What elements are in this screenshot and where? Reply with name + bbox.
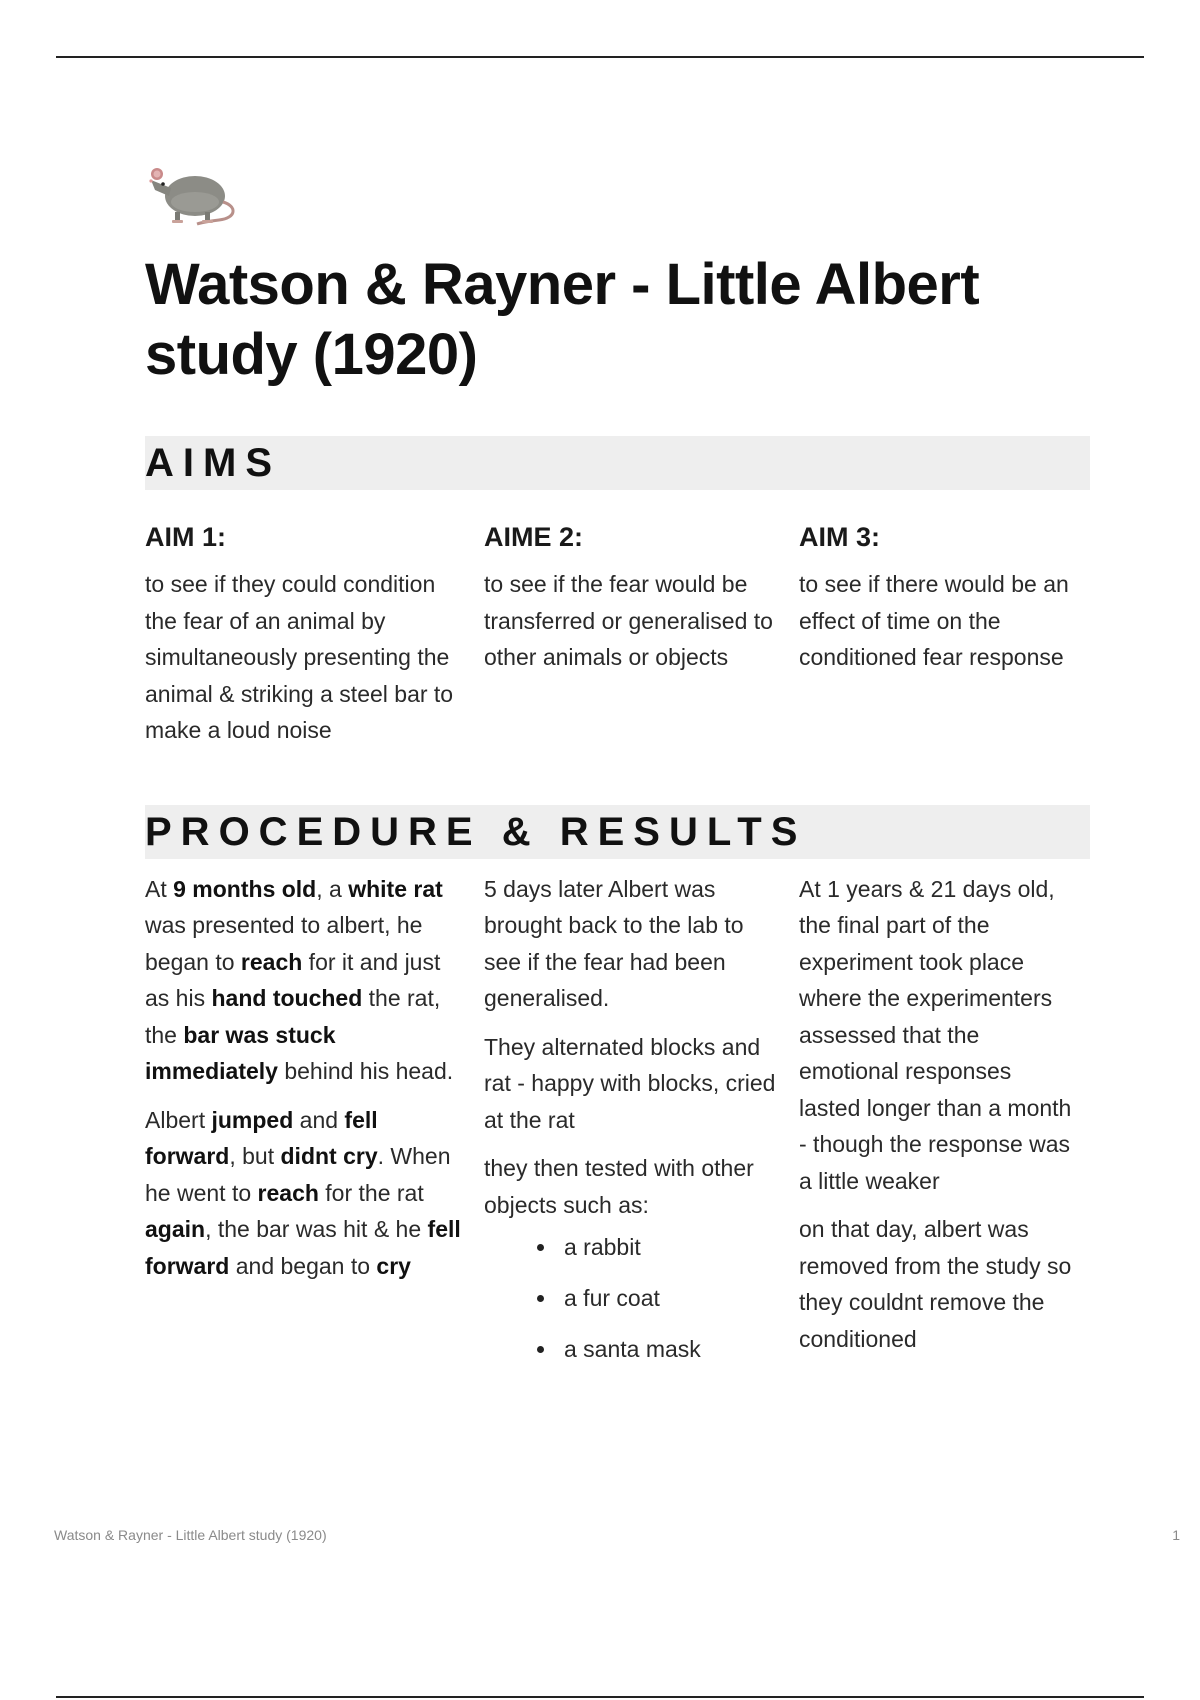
aims-columns xyxy=(145,490,1090,749)
list-item-text: a fur coat xyxy=(564,1285,660,1311)
bullet-dot xyxy=(537,1295,544,1302)
page-title-line-1: Watson & Rayner - Little Albert xyxy=(145,252,980,317)
procedure-col2-paragraph-2: They alternated blocks and rat - happy with blocks, cried at the rat xyxy=(484,1033,776,1133)
list-item-text: a santa mask xyxy=(564,1336,701,1362)
bold-text-run: hand touched xyxy=(211,985,363,1011)
rat-icon xyxy=(145,150,237,230)
aim-3-heading: AIM 3: xyxy=(799,522,880,552)
test-objects-list xyxy=(484,1233,799,1363)
aim-2-heading: AIME 2: xyxy=(484,522,584,552)
text-run: At xyxy=(145,875,174,902)
procedure-col1-paragraph-1 xyxy=(145,871,484,1090)
aim-1-text: to see if they could condition the fear of an animal by simultaneously presenting the animal & striking a steel bar to make a loud noise xyxy=(145,571,454,743)
text-run: , but xyxy=(229,1143,281,1169)
procedure-col2-paragraph-1: 5 days later Albert was brought back to the lab to see if the fear had been generalised. xyxy=(484,875,744,1011)
procedure-column-1 xyxy=(145,871,484,1387)
aim-2-column xyxy=(484,490,799,749)
bullet-dot xyxy=(537,1244,544,1251)
bold-text-run: reach xyxy=(240,948,303,975)
text-run: was presented to albert, he began to xyxy=(145,912,423,975)
text-run: and began to xyxy=(229,1252,377,1279)
top-rule xyxy=(56,56,1144,58)
procedure-col3-paragraph-1: At 1 years & 21 days old, the final part of the experiment took place where the experimenters assessed that the emotional responses lasted longer than a month - though the response was a little weaker xyxy=(799,875,1072,1194)
bold-text-run: again xyxy=(145,1216,206,1242)
bold-text-run: bar was stuck immediately xyxy=(145,1021,336,1084)
bold-text-run: 9 months old xyxy=(173,875,317,902)
list-item xyxy=(484,1284,799,1312)
bold-text-run: jumped xyxy=(211,1106,294,1133)
procedure-col3-paragraph-2: on that day, albert was removed from the study so they couldnt remove the conditioned xyxy=(799,1216,1072,1352)
bullet-dot xyxy=(537,1346,544,1353)
aims-section-header xyxy=(145,436,1090,490)
footer-title: Watson & Rayner - Little Albert study (1920) xyxy=(54,1527,327,1543)
aim-3-text: to see if there would be an effect of time on the conditioned fear response xyxy=(799,571,1069,670)
aims-heading: AIMS xyxy=(145,441,281,485)
procedure-col1-paragraph-2 xyxy=(145,1102,484,1285)
aim-3-column xyxy=(799,490,1090,749)
bold-text-run: fell forward xyxy=(145,1106,378,1169)
text-run: Albert xyxy=(145,1106,212,1133)
bold-text-run: reach xyxy=(257,1179,319,1206)
text-run: and xyxy=(293,1106,345,1133)
page-title xyxy=(145,250,1090,390)
procedure-columns xyxy=(145,871,1090,1387)
bottom-rule xyxy=(56,1696,1144,1698)
footer-page-number: 1 xyxy=(1172,1527,1180,1543)
list-item xyxy=(484,1335,799,1363)
list-item-text: a rabbit xyxy=(564,1234,641,1260)
page-footer xyxy=(54,1527,1180,1543)
aim-1-heading: AIM 1: xyxy=(145,522,226,552)
procedure-col2-paragraph-3: they then tested with other objects such as: xyxy=(484,1155,754,1218)
procedure-heading: PROCEDURE & RESULTS xyxy=(145,809,807,854)
aim-2-text: to see if the fear would be transferred or generalised to other animals or objects xyxy=(484,571,773,670)
procedure-column-2 xyxy=(484,871,799,1387)
procedure-column-3 xyxy=(799,871,1090,1387)
bold-text-run: fell forward xyxy=(145,1216,461,1279)
bold-text-run: cry xyxy=(376,1252,411,1279)
text-run: behind his head. xyxy=(277,1058,454,1084)
text-run: for it and just as his xyxy=(145,948,441,1011)
bold-text-run: didnt cry xyxy=(280,1143,378,1169)
text-run: , the bar was hit & he xyxy=(205,1216,428,1242)
text-run: for the rat xyxy=(318,1179,424,1206)
text-run: , a xyxy=(316,875,349,902)
procedure-section-header xyxy=(145,805,1090,859)
page-title-line-2: study (1920) xyxy=(145,322,478,387)
list-item xyxy=(484,1233,799,1261)
aim-1-column xyxy=(145,490,484,749)
document-page xyxy=(145,150,1090,1386)
bold-text-run: white rat xyxy=(348,875,443,902)
text-run: . When he went to xyxy=(145,1143,451,1206)
text-run: the rat, the xyxy=(145,985,441,1048)
